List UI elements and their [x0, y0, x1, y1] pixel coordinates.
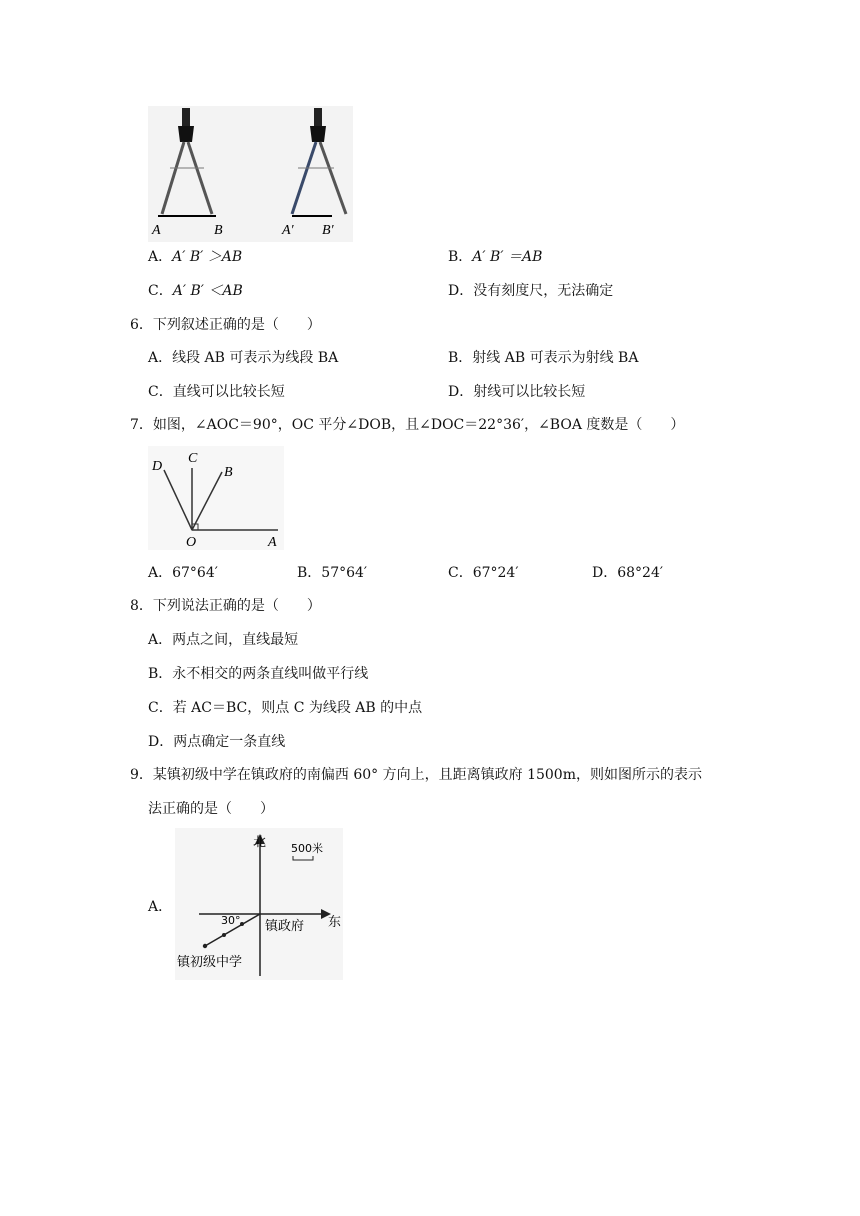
q7-option-a: A．67°64′	[148, 565, 218, 581]
q8-stem: 8．下列说法正确的是（ ）	[130, 598, 321, 614]
q6-option-b: B．射线 AB 可表示为射线 BA	[448, 350, 639, 366]
label-b2: B′	[322, 223, 334, 238]
q7-option-b: B．57°64′	[297, 565, 368, 581]
q6-stem: 6．下列叙述正确的是（ ）	[130, 317, 321, 333]
q5-option-b: B．A′ B′ ＝AB	[448, 249, 543, 265]
q8-option-d: D．两点确定一条直线	[148, 734, 286, 750]
label-school: 镇初级中学	[177, 955, 243, 970]
label-a2: A′	[282, 223, 294, 238]
q9-stem-line2: 法正确的是（ ）	[148, 801, 274, 817]
label-a: A	[152, 223, 161, 238]
q6-option-c: C．直线可以比较长短	[148, 384, 285, 400]
q5-compass-figure	[148, 106, 353, 242]
q9-option-a-tag: A．	[148, 899, 173, 915]
label-b: B	[224, 465, 233, 480]
q9-stem-line1: 9．某镇初级中学在镇政府的南偏西 60° 方向上，且距离镇政府 1500m，则如图所示的表示	[130, 767, 702, 783]
q9-map-figure	[175, 828, 343, 980]
label-a: A	[268, 535, 277, 550]
label-north: 北	[253, 835, 267, 850]
label-angle: 30°	[221, 914, 241, 927]
label-b: B	[214, 223, 223, 238]
label-gov: 镇政府	[265, 919, 305, 934]
q6-option-d: D．射线可以比较长短	[448, 384, 586, 400]
q8-option-c: C．若 AC＝BC，则点 C 为线段 AB 的中点	[148, 700, 423, 716]
q7-stem: 7．如图，∠AOC＝90°，OC 平分∠DOB，且∠DOC＝22°36′，∠BOA 度数是（ ）	[130, 417, 685, 433]
q8-option-b: B．永不相交的两条直线叫做平行线	[148, 666, 369, 682]
label-o: O	[186, 535, 197, 550]
q5-option-d: D．没有刻度尺，无法确定	[448, 283, 614, 299]
q8-option-a: A．两点之间，直线最短	[148, 632, 299, 648]
label-c: C	[188, 451, 198, 466]
q7-angle-figure	[148, 446, 284, 550]
label-scale: 500米	[291, 842, 323, 855]
q6-option-a: A．线段 AB 可表示为线段 BA	[148, 350, 339, 366]
label-d: D	[152, 459, 163, 474]
q7-option-c: C．67°24′	[448, 565, 519, 581]
q7-option-d: D．68°24′	[592, 565, 664, 581]
label-east: 东	[328, 915, 342, 930]
q5-option-a: A．A′ B′ ＞AB	[148, 249, 243, 265]
q5-option-c: C．A′ B′ ＜AB	[148, 283, 243, 299]
